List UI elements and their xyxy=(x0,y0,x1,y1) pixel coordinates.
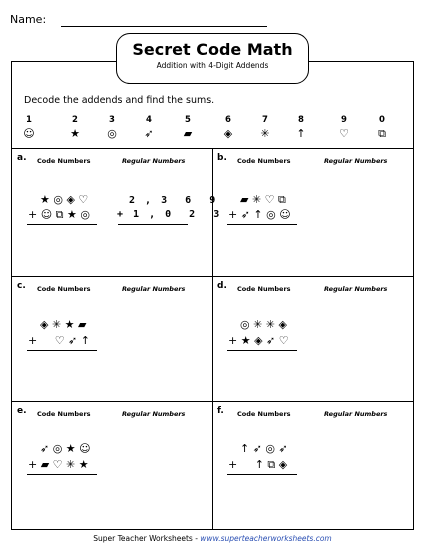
regular-numbers-header: Regular Numbers xyxy=(324,410,388,418)
code-numbers-header: Code Numbers xyxy=(237,157,291,165)
sum-line xyxy=(118,224,188,225)
key-item: 8 ↑ xyxy=(296,115,306,140)
name-line xyxy=(61,26,267,27)
code-addend-2: + ➶ ↑ ◎ ☺ xyxy=(228,208,291,221)
code-addend-2: + ♡ ➶ ↑ xyxy=(28,334,90,347)
code-addend-2: + ★ ◈ ➶ ♡ xyxy=(228,334,289,347)
problem-letter: f. xyxy=(217,406,224,416)
problem-letter: c. xyxy=(17,281,26,291)
footer-link[interactable]: www.superteacherworksheets.com xyxy=(200,534,332,543)
code-addend-1: ◈ ✳ ★ ▰ xyxy=(40,318,87,331)
page-subtitle: Addition with 4-Digit Addends xyxy=(156,61,269,70)
key-item: 1 ☺ xyxy=(23,115,35,140)
code-numbers-header: Code Numbers xyxy=(237,410,291,418)
code-addend-1: ★ ◎ ◈ ♡ xyxy=(40,193,89,206)
key-item: 6 ◈ xyxy=(223,115,233,140)
key-item: 0 ⧉ xyxy=(378,115,386,140)
regular-numbers-header: Regular Numbers xyxy=(122,285,186,293)
key-item: 2 ★ xyxy=(70,115,80,140)
code-numbers-header: Code Numbers xyxy=(37,285,91,293)
sum-line xyxy=(227,350,297,351)
problem-letter: e. xyxy=(17,406,27,416)
key-item: 4 ➶ xyxy=(144,115,154,140)
regular-numbers-header: Regular Numbers xyxy=(324,157,388,165)
code-numbers-header: Code Numbers xyxy=(237,285,291,293)
regular-addend-1: 2 , 3 6 9 xyxy=(129,195,218,206)
code-numbers-header: Code Numbers xyxy=(37,410,91,418)
name-label: Name: xyxy=(10,13,47,26)
code-addend-1: ◎ ✳ ✳ ◈ xyxy=(240,318,287,331)
key-item: 7 ✳ xyxy=(260,115,270,140)
regular-numbers-header: Regular Numbers xyxy=(122,157,186,165)
problem-letter: d. xyxy=(217,281,227,291)
regular-numbers-header: Regular Numbers xyxy=(122,410,186,418)
key-item: 9 ♡ xyxy=(339,115,349,140)
code-numbers-header: Code Numbers xyxy=(37,157,91,165)
code-addend-1: ↑ ➶ ◎ ➶ xyxy=(240,442,288,455)
sum-line xyxy=(27,350,97,351)
sum-line xyxy=(227,224,297,225)
problem-letter: b. xyxy=(217,153,227,163)
instructions: Decode the addends and find the sums. xyxy=(24,95,215,106)
regular-addend-2: + 1 , 0 2 3 xyxy=(117,209,222,220)
code-addend-2: + ▰ ♡ ✳ ★ xyxy=(28,458,89,471)
footer xyxy=(0,534,425,543)
code-addend-1: ➶ ◎ ★ ☺ xyxy=(40,442,91,455)
key-item: 3 ◎ xyxy=(107,115,117,140)
code-addend-1: ▰ ✳ ♡ ⧉ xyxy=(240,193,286,206)
code-addend-2: + ☺ ⧉ ★ ◎ xyxy=(28,208,90,221)
key-item: 5 ▰ xyxy=(183,115,193,140)
sum-line xyxy=(27,474,97,475)
problem-letter: a. xyxy=(17,153,27,163)
regular-numbers-header: Regular Numbers xyxy=(324,285,388,293)
sum-line xyxy=(227,474,297,475)
page-title: Secret Code Math xyxy=(132,40,293,59)
sum-line xyxy=(27,224,97,225)
title-box xyxy=(116,33,309,84)
code-addend-2: + ↑ ⧉ ◈ xyxy=(228,458,288,471)
footer-text: Super Teacher Worksheets - xyxy=(93,534,201,543)
